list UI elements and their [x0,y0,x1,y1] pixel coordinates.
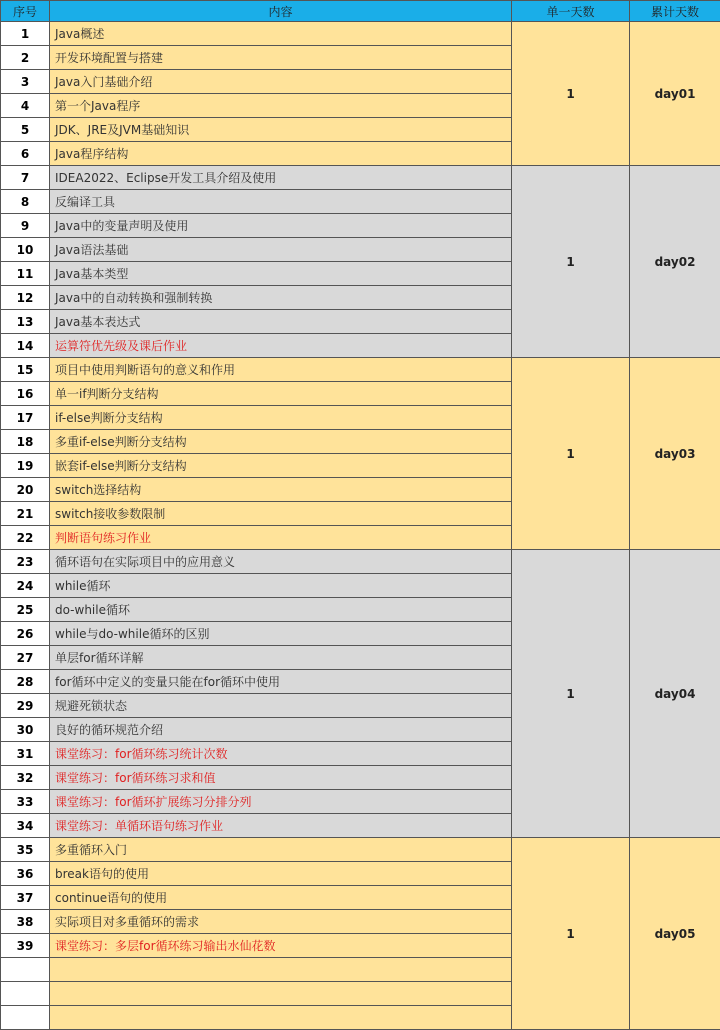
table-row [1,358,720,382]
row-content: while循环 [50,574,512,598]
row-index: 8 [1,190,50,214]
row-index: 32 [1,766,50,790]
cumulative-days-cell: day04 [630,550,720,838]
row-index [1,958,50,982]
row-index: 21 [1,502,50,526]
row-index: 16 [1,382,50,406]
row-index: 11 [1,262,50,286]
row-index: 30 [1,718,50,742]
table-row [1,838,720,862]
row-index: 31 [1,742,50,766]
row-content: switch接收参数限制 [50,502,512,526]
row-content: 课堂练习：单循环语句练习作业 [50,814,512,838]
row-content: 第一个Java程序 [50,94,512,118]
row-index: 29 [1,694,50,718]
row-index: 26 [1,622,50,646]
header-cumulative-days: 累计天数 [630,1,720,22]
table-body [1,22,720,1030]
header-content: 内容 [50,1,512,22]
row-content [50,982,512,1006]
row-content [50,1006,512,1030]
row-index: 25 [1,598,50,622]
row-content: 反编译工具 [50,190,512,214]
row-index: 17 [1,406,50,430]
cumulative-days-cell: day01 [630,22,720,166]
row-index: 39 [1,934,50,958]
row-index: 18 [1,430,50,454]
row-index: 36 [1,862,50,886]
row-index: 20 [1,478,50,502]
single-days-cell: 1 [512,358,630,550]
row-index: 15 [1,358,50,382]
row-index: 1 [1,22,50,46]
row-content: 良好的循环规范介绍 [50,718,512,742]
row-content: Java程序结构 [50,142,512,166]
row-content: 项目中使用判断语句的意义和作用 [50,358,512,382]
row-index: 38 [1,910,50,934]
row-index: 6 [1,142,50,166]
row-content: 单一if判断分支结构 [50,382,512,406]
row-content: 嵌套if-else判断分支结构 [50,454,512,478]
table-row [1,166,720,190]
header-row [1,1,720,22]
row-content: if-else判断分支结构 [50,406,512,430]
row-content: 课堂练习：多层for循环练习输出水仙花数 [50,934,512,958]
row-content: 课堂练习：for循环练习统计次数 [50,742,512,766]
row-index: 19 [1,454,50,478]
cumulative-days-cell: day02 [630,166,720,358]
cumulative-days-cell: day03 [630,358,720,550]
row-index: 34 [1,814,50,838]
row-content: 多重if-else判断分支结构 [50,430,512,454]
row-index: 12 [1,286,50,310]
row-content: 开发环境配置与搭建 [50,46,512,70]
row-content: 多重循环入门 [50,838,512,862]
row-content: 实际项目对多重循环的需求 [50,910,512,934]
row-index: 10 [1,238,50,262]
row-content: while与do-while循环的区别 [50,622,512,646]
row-content: 课堂练习：for循环扩展练习分排分列 [50,790,512,814]
row-index [1,982,50,1006]
table-row [1,550,720,574]
row-index: 28 [1,670,50,694]
row-content: JDK、JRE及JVM基础知识 [50,118,512,142]
row-index: 23 [1,550,50,574]
row-index: 33 [1,790,50,814]
row-index: 14 [1,334,50,358]
single-days-cell: 1 [512,838,630,1030]
row-content: 课堂练习：for循环练习求和值 [50,766,512,790]
row-index: 27 [1,646,50,670]
row-content: Java语法基础 [50,238,512,262]
row-index: 2 [1,46,50,70]
row-index [1,1006,50,1030]
row-index: 37 [1,886,50,910]
row-content: Java基本类型 [50,262,512,286]
row-content [50,958,512,982]
cumulative-days-cell: day05 [630,838,720,1030]
row-content: Java概述 [50,22,512,46]
row-index: 22 [1,526,50,550]
row-content: for循环中定义的变量只能在for循环中使用 [50,670,512,694]
row-content: Java中的变量声明及使用 [50,214,512,238]
table-row [1,22,720,46]
row-index: 13 [1,310,50,334]
row-index: 4 [1,94,50,118]
single-days-cell: 1 [512,22,630,166]
row-content: Java基本表达式 [50,310,512,334]
row-content: 规避死锁状态 [50,694,512,718]
row-content: 单层for循环详解 [50,646,512,670]
row-index: 7 [1,166,50,190]
row-content: 循环语句在实际项目中的应用意义 [50,550,512,574]
single-days-cell: 1 [512,550,630,838]
row-content: break语句的使用 [50,862,512,886]
row-index: 5 [1,118,50,142]
row-content: IDEA2022、Eclipse开发工具介绍及使用 [50,166,512,190]
row-content: 运算符优先级及课后作业 [50,334,512,358]
row-content: Java中的自动转换和强制转换 [50,286,512,310]
row-content: Java入门基础介绍 [50,70,512,94]
row-content: 判断语句练习作业 [50,526,512,550]
row-index: 9 [1,214,50,238]
header-index: 序号 [1,1,50,22]
row-index: 3 [1,70,50,94]
row-content: continue语句的使用 [50,886,512,910]
row-content: do-while循环 [50,598,512,622]
row-index: 35 [1,838,50,862]
row-content: switch选择结构 [50,478,512,502]
header-single-days: 单一天数 [512,1,630,22]
single-days-cell: 1 [512,166,630,358]
row-index: 24 [1,574,50,598]
